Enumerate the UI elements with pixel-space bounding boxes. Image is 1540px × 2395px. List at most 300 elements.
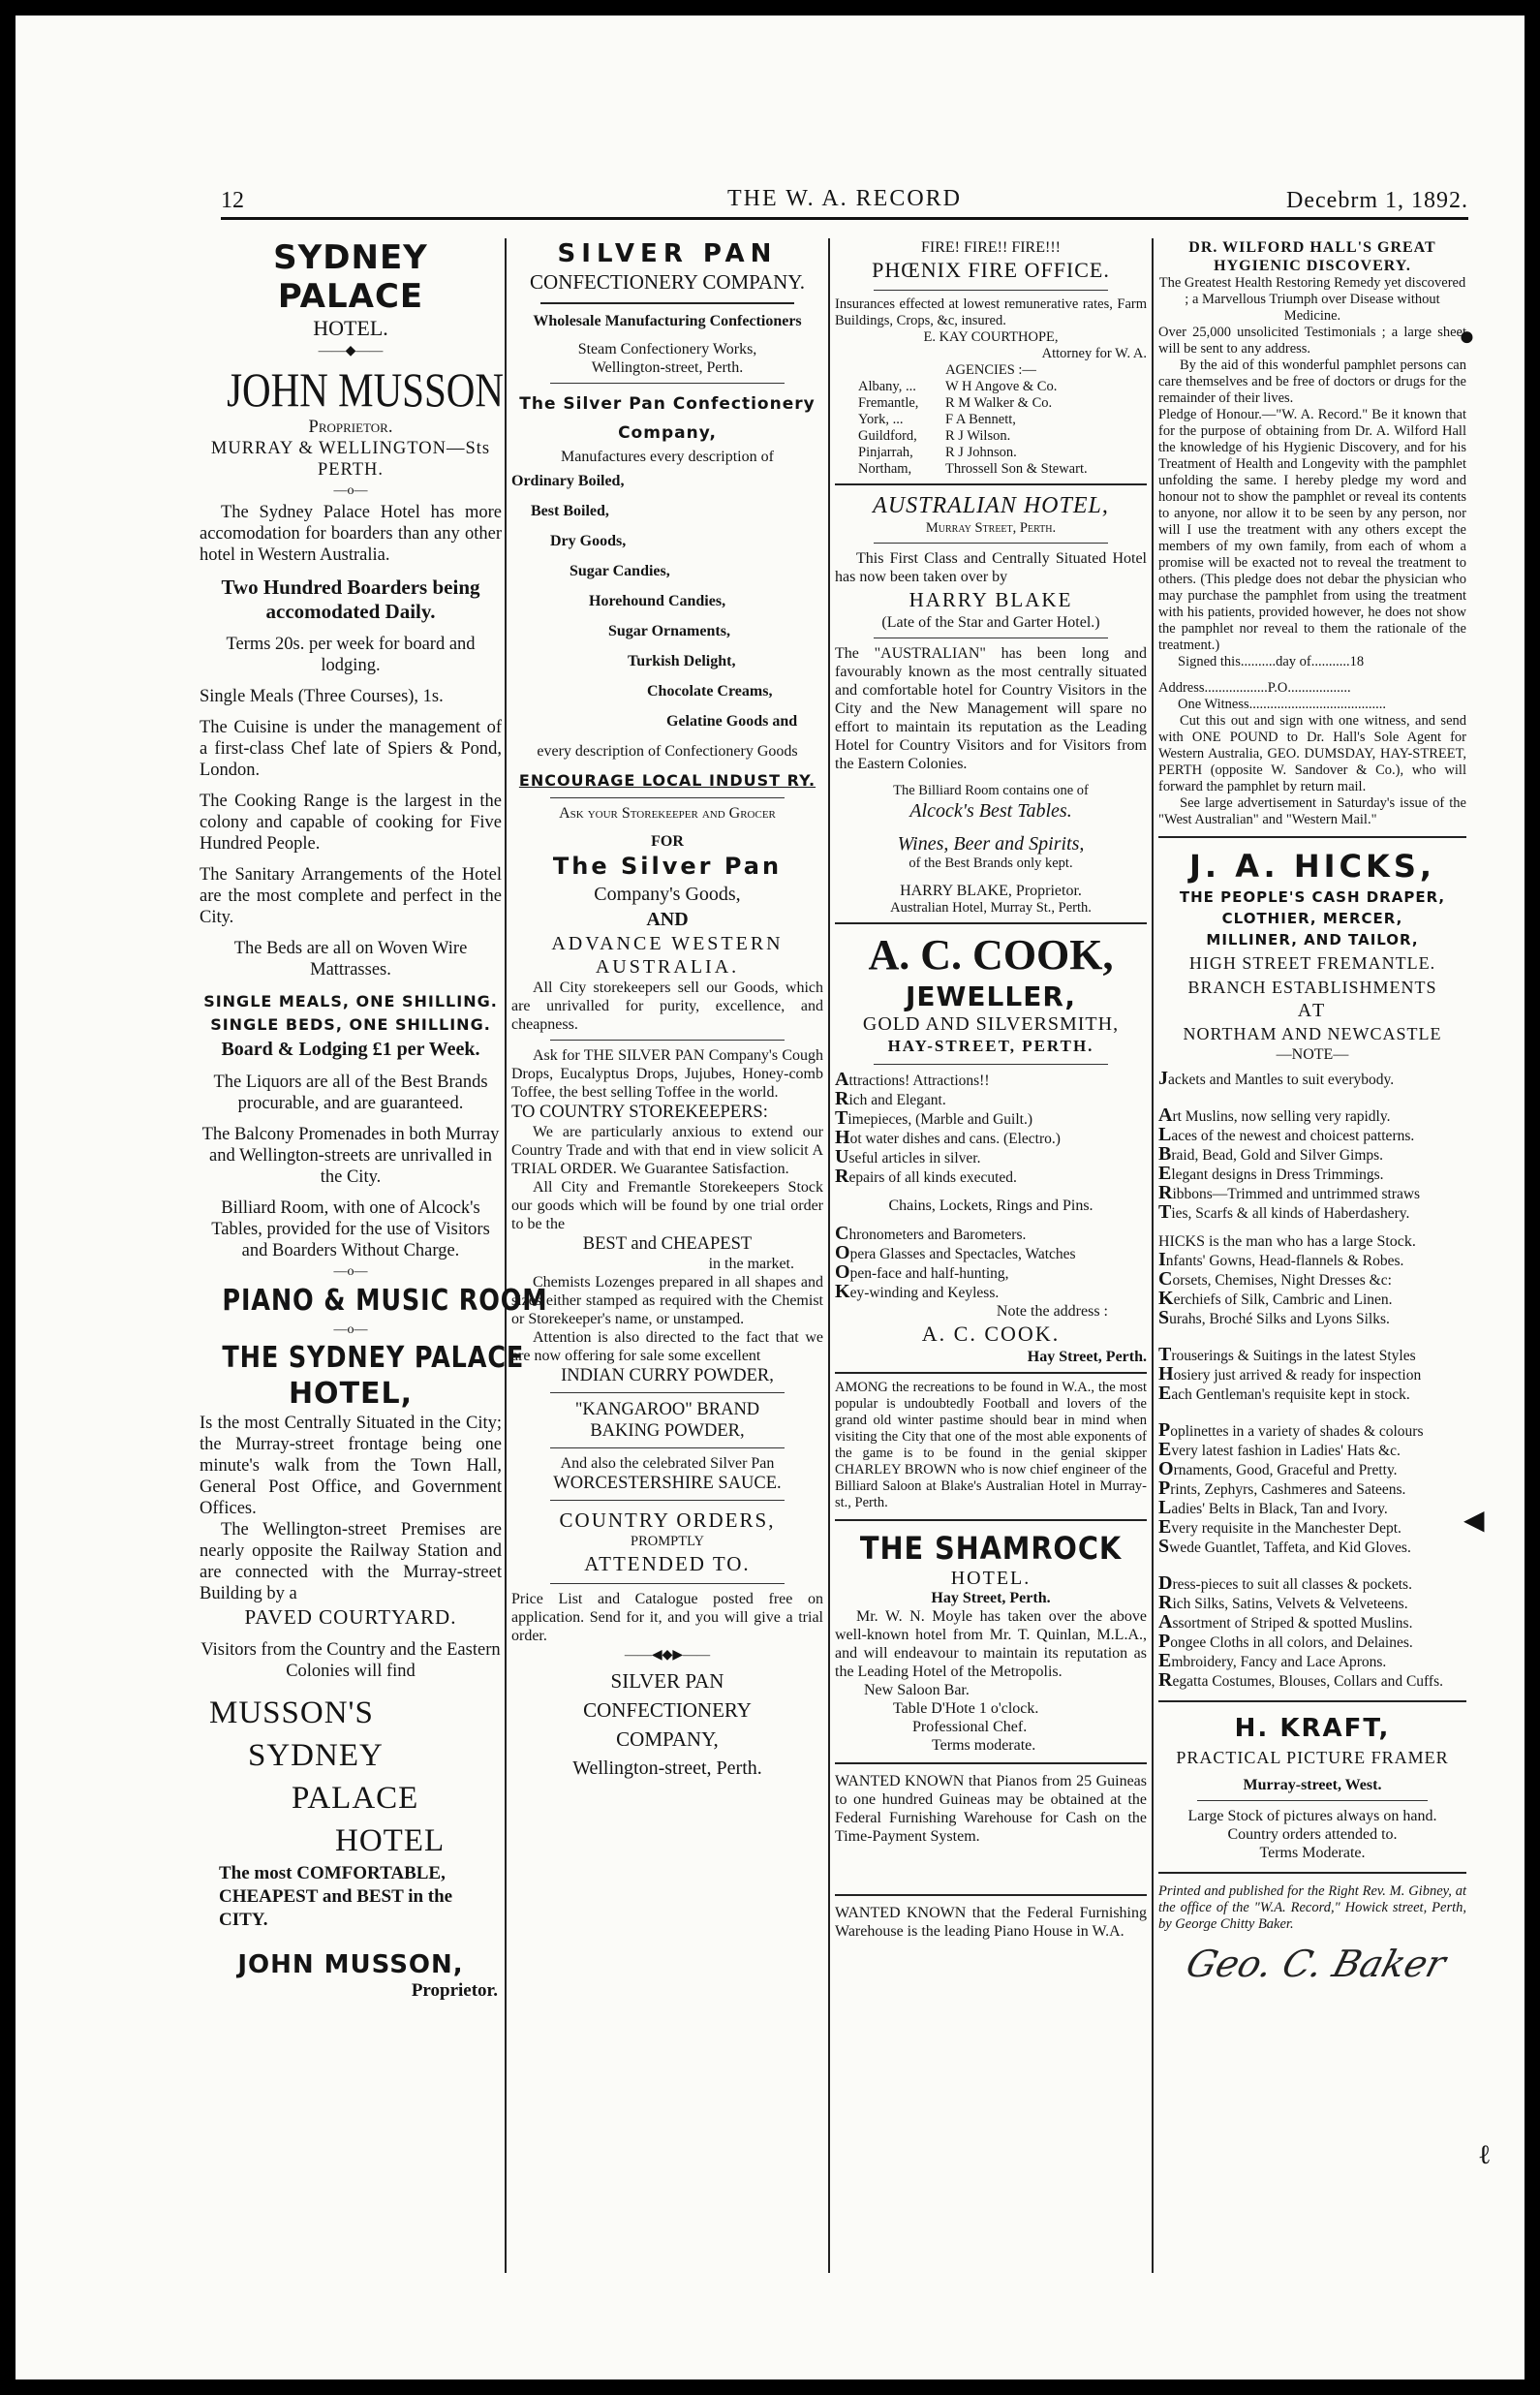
cut-out: Cut this out and sign with one witness, and send with ONE POUND to Dr. Hall's Sole Agent for Western Australia, GEO. DUMSDAY, HAY-STREET, PERTH (opposite W. Sandover & Co.), who will forward the pamphlet by return mail.	[1158, 713, 1466, 794]
picture-stock: Large Stock of pictures always on hand.	[1187, 1808, 1437, 1824]
list-item	[1158, 1518, 1466, 1538]
agencies-label: AGENCIES :—	[945, 362, 1036, 378]
initial-letter: H	[1158, 1363, 1174, 1384]
list-item	[1158, 1290, 1466, 1309]
item-text: nfants' Gowns, Head-flannels & Robes.	[1165, 1253, 1404, 1269]
initial-letter: A	[835, 1069, 849, 1090]
list-item	[1158, 1126, 1466, 1145]
binding-mark: ◀	[1463, 1506, 1485, 1536]
comfortable: The most COMFORTABLE, CHEAPEST and BEST in the CITY.	[219, 1863, 453, 1930]
item-text: pen-face and half-hunting,	[849, 1265, 1009, 1282]
milliner-tailor: MILLINER, AND TAILOR,	[1206, 931, 1419, 949]
publisher-signature: Geo. C. Baker	[1182, 1943, 1451, 1985]
agency-row	[858, 395, 1147, 412]
shamrock-hotel: HOTEL.	[950, 1568, 1032, 1589]
advance-wa: ADVANCE WESTERN AUSTRALIA.	[551, 933, 784, 978]
column-divider	[828, 238, 830, 2273]
item-text: adies' Belts in Black, Tan and Ivory.	[1171, 1501, 1388, 1517]
chronometers-list	[835, 1225, 1147, 1302]
shamrock-address: Hay Street, Perth.	[931, 1590, 1051, 1606]
for-label: FOR	[651, 833, 684, 850]
albert-list	[1158, 1106, 1466, 1223]
single-beds: SINGLE BEDS, ONE SHILLING.	[210, 1015, 491, 1034]
issue-date: Decebrm 1, 1892.	[1286, 188, 1468, 213]
draper-list	[1158, 1574, 1466, 1691]
alcock-tables: Alcock's Best Tables.	[909, 800, 1072, 822]
initial-letter: R	[1158, 1182, 1173, 1203]
pianos-notice: WANTED KNOWN that Pianos from 25 Guineas to one hundred Guineas may be obtained at the Federal Furnishing Warehouse for Cash on the Time-Payment System.	[835, 1773, 1147, 1845]
item-text: pera Glasses and Spectacles, Watches	[849, 1246, 1076, 1262]
list-item	[835, 1283, 1147, 1302]
list-item	[1158, 1499, 1466, 1518]
agent-name: E. KAY COURTHOPE,	[923, 329, 1059, 345]
ornament: —o—	[333, 483, 368, 498]
worcester-sauce: WORCESTERSHIRE SAUCE.	[553, 1474, 782, 1493]
list-item	[1158, 1145, 1466, 1165]
item-text: rints, Zephyrs, Cashmeres and Sateens.	[1170, 1481, 1406, 1498]
worcester-intro: And also the celebrated Silver Pan	[560, 1455, 775, 1472]
single-meals: SINGLE MEALS, ONE SHILLING.	[203, 992, 498, 1011]
item-text: ey-winding and Keyless.	[849, 1285, 1000, 1301]
product-item: Gelatine Goods and	[666, 713, 798, 730]
cash-draper: THE PEOPLE'S CASH DRAPER,	[1179, 888, 1446, 906]
agency-town: Fremantle,	[858, 395, 919, 411]
central-situation: Is the most Centrally Situated in the City; the Murray-street frontage being one minute's walk from the Town Hall, General Post Office, and Government Offices.	[200, 1414, 502, 1518]
list-item	[835, 1244, 1147, 1263]
wellington-premises: The Wellington-street Premises are nearly opposite the Railway Station and are connected with the Murray-street Building by a	[200, 1520, 502, 1603]
pledge: Pledge of Honour.—"W. A. Record." Be it known that for the purpose of obtaining from Dr. A. Wilford Hall the knowledge of his Hygienic Discovery, and for his Treatment of Health and Longevity with the pamphlet unfolding the same. I hereby pledge my word and honour not to show the pamphlet or reveal its contents to anyone, nor allow it to be seen by any person, nor will I use the treatment with any others except the members of my own family, from each of whom a promise will be exacted not to reveal the treatment to others. (This pledge does not debar the physician who may purchase the pamphlet from using the treatment with his patients, provided however, he does not show the pamphlet nor reveal to them the rationale of the treatment.)	[1158, 407, 1466, 653]
table-dhote: Table D'Hote 1 o'clock.	[893, 1700, 1039, 1717]
country-orders: COUNTRY ORDERS,	[559, 1509, 776, 1532]
mussons-line: MUSSON'S	[209, 1695, 374, 1730]
initial-letter: K	[1158, 1288, 1174, 1309]
initial-letter: I	[1158, 1249, 1166, 1270]
list-item	[1158, 1165, 1466, 1184]
witness-line: One Witness.......................................	[1178, 697, 1387, 712]
address-line: Address..................P.O..................	[1158, 680, 1351, 696]
initial-letter: L	[1158, 1124, 1172, 1145]
initial-letter: E	[1158, 1516, 1172, 1538]
cuisine: The Cuisine is under the management of a first-class Chef late of Spiers & Pond, London.	[200, 718, 502, 780]
product-item: Sugar Ornaments,	[608, 623, 730, 639]
item-text: rouserings & Suitings in the latest Styles	[1171, 1348, 1416, 1364]
initial-letter: P	[1158, 1419, 1171, 1441]
company-subhead: The Silver Pan Confectionery Company,	[519, 394, 816, 443]
agencies-list	[835, 379, 1147, 478]
agency-town: Albany, ...	[858, 379, 916, 394]
liquors: The Liquors are all of the Best Brands procurable, and are guaranteed.	[213, 1073, 488, 1113]
item-text: ssortment of Striped & spotted Muslins.	[1172, 1615, 1413, 1632]
agency-row	[858, 445, 1147, 461]
attended-to: ATTENDED TO.	[584, 1552, 751, 1575]
list-item	[835, 1071, 1147, 1090]
hay-street: HAY-STREET, PERTH.	[887, 1037, 1094, 1055]
item-text: osiery just arrived & ready for inspection	[1173, 1367, 1422, 1384]
product-item: Ordinary Boiled,	[511, 473, 625, 489]
cooking-range: The Cooking Range is the largest in the colony and capable of cooking for Five Hundred People.	[200, 792, 502, 854]
item-text: ach Gentleman's requisite kept in stock.	[1171, 1386, 1410, 1403]
list-item	[835, 1167, 1147, 1187]
first-class: This First Class and Centrally Situated Hotel has now been taken over by	[835, 550, 1147, 585]
list-item	[1158, 1070, 1466, 1089]
terms-moderate: Terms moderate.	[932, 1737, 1036, 1754]
ornament: ——◆——	[318, 344, 384, 358]
meals: Single Meals (Three Courses), 1s.	[200, 687, 444, 706]
initial-letter: R	[1158, 1669, 1173, 1691]
agency-row	[858, 461, 1147, 478]
ask-storekeeper: Ask your Storekeeper and Grocer	[559, 805, 776, 822]
initial-letter: E	[1158, 1383, 1172, 1404]
boarders-notice: Two Hundred Boarders being accomodated Daily.	[221, 575, 480, 623]
signature-title: Proprietor.	[411, 1980, 498, 2001]
northam-newcastle: NORTHAM AND NEWCASTLE	[1183, 1024, 1442, 1043]
item-text: ich and Elegant.	[848, 1092, 946, 1108]
beds: The Beds are all on Woven Wire Mattrasses.	[233, 939, 468, 980]
note-label: —NOTE—	[1276, 1046, 1349, 1063]
sanitary: The Sanitary Arrangements of the Hotel are the most complete and perfect in the City.	[200, 865, 502, 927]
list-item	[1158, 1574, 1466, 1594]
note-address: Note the address :	[996, 1303, 1108, 1320]
footer-company: COMPANY,	[616, 1727, 719, 1751]
binding-mark: ●	[1459, 322, 1475, 352]
kraft-address: Murray-street, West.	[1243, 1777, 1382, 1793]
list-item	[1158, 1346, 1466, 1365]
initial-letter: U	[835, 1146, 849, 1167]
ornament: ——◀◆▶——	[624, 1648, 711, 1663]
the-list	[1158, 1346, 1466, 1404]
kangaroo-brand: "KANGAROO" BRAND	[574, 1400, 760, 1419]
kraft-heading: H. KRAFT,	[1234, 1714, 1391, 1743]
encourage-local: ENCOURAGE LOCAL INDUST RY.	[518, 771, 816, 790]
signature-name: JOHN MUSSON,	[237, 1950, 464, 1979]
initial-letter: R	[1158, 1592, 1173, 1613]
list-item	[1158, 1270, 1466, 1290]
list-item	[835, 1109, 1147, 1129]
blake-address: Australian Hotel, Murray St., Perth.	[890, 900, 1092, 916]
list-item	[1158, 1309, 1466, 1328]
list-item	[835, 1225, 1147, 1244]
initial-letter: T	[1158, 1201, 1172, 1223]
product-item: Sugar Candies,	[570, 563, 670, 579]
paragraph: The Sydney Palace Hotel has more accomodation for boarders than any other hotel in Western Australia.	[200, 503, 502, 565]
cook-heading: A. C. COOK,	[868, 931, 1114, 979]
imprint: Printed and published for the Right Rev. M. Gibney, at the office of the "W.A. Record," Howick street, Perth, by George Chitty Baker.	[1158, 1883, 1466, 1932]
city-storekeepers: All City storekeepers sell our Goods, which are unrivalled for purity, excellence, and cheapness.	[511, 980, 823, 1033]
item-text: imepieces, (Marble and Guilt.)	[847, 1111, 1033, 1128]
initial-letter: E	[1158, 1650, 1172, 1671]
item-text: ress-pieces to suit all classes & pockets.	[1172, 1576, 1412, 1593]
list-item	[1158, 1460, 1466, 1479]
agency-agent: R J Johnson.	[945, 445, 1017, 460]
agency-agent: R M Walker & Co.	[945, 395, 1053, 411]
item-text: very requisite in the Manchester Dept.	[1171, 1520, 1401, 1537]
initial-letter: R	[835, 1088, 849, 1109]
agency-town: York, ...	[858, 412, 904, 427]
initial-letter: S	[1158, 1307, 1170, 1328]
list-item	[1158, 1538, 1466, 1557]
attractions-list	[835, 1071, 1147, 1187]
product-item: Best Boiled,	[531, 503, 609, 519]
item-text: ibbons—Trimmed and untrimmed straws	[1172, 1186, 1421, 1202]
high-street: HIGH STREET FREMANTLE.	[1188, 953, 1436, 973]
wines: Wines, Beer and Spirits,	[897, 833, 1085, 855]
hotel-heading: HOTEL,	[288, 1377, 414, 1411]
shamrock-heading: THE SHAMROCK	[859, 1530, 1123, 1567]
initial-letter: C	[835, 1223, 849, 1244]
terms-moderate: Terms Moderate.	[1259, 1845, 1366, 1861]
in-market: in the market.	[708, 1256, 794, 1272]
billiard-room: Billiard Room, with one of Alcock's Tables, provided for the use of Visitors and Boarders Without Charge.	[211, 1198, 490, 1260]
silver-pan-advert	[511, 238, 823, 2287]
chemists-lozenges: Chemists Lozenges prepared in all shapes and sizes either stamped as required with the Chemist or Storekeeper's name, or unstamped.	[511, 1274, 823, 1327]
goldsmith: GOLD AND SILVERSMITH,	[862, 1013, 1120, 1035]
footer-address: Wellington-street, Perth.	[572, 1757, 762, 1779]
jackets-line	[1158, 1070, 1466, 1089]
masthead-title: THE W. A. RECORD	[726, 186, 963, 211]
footer-type: CONFECTIONERY	[583, 1698, 752, 1722]
initial-letter: E	[1158, 1439, 1172, 1460]
cough-drops: Ask for THE SILVER PAN Company's Cough Drops, Eucalyptus Drops, Jujubes, Honey-comb Toffee, the best selling Toffee in the world.	[511, 1047, 823, 1101]
sydney-palace-advert	[200, 238, 548, 2287]
insurances: Insurances effected at lowest remunerative rates, Farm Buildings, Crops, &c, insured.	[835, 296, 1147, 328]
piano-room-heading: PIANO & MUSIC ROOM	[222, 1284, 548, 1318]
ornament: —o—	[333, 1264, 368, 1279]
item-text: ackets and Mantles to suit everybody.	[1168, 1072, 1395, 1088]
initial-letter: D	[1158, 1572, 1173, 1594]
list-item	[1158, 1384, 1466, 1404]
footer-name: SILVER PAN	[610, 1669, 724, 1693]
agency-row	[858, 412, 1147, 428]
item-text: urahs, Broché Silks and Lyons Silks.	[1169, 1311, 1390, 1327]
item-text: aces of the newest and choicest patterns.	[1171, 1128, 1415, 1144]
page-header	[221, 186, 1468, 220]
promptly: PROMPTLY	[631, 1534, 704, 1549]
list-item	[1158, 1365, 1466, 1384]
piano-house-notice: WANTED KNOWN that the Federal Furnishing Warehouse is the leading Piano House in W.A.	[835, 1905, 1147, 1940]
item-text: ongee Cloths in all colors, and Delaines.	[1170, 1634, 1413, 1651]
initial-letter: P	[1158, 1631, 1171, 1652]
agency-town: Guildford,	[858, 428, 917, 444]
terms: Terms 20s. per week for board and lodging.	[226, 635, 476, 675]
cook-address: Hay Street, Perth.	[1027, 1349, 1147, 1365]
at-label: AT	[1297, 1000, 1328, 1021]
and-label: AND	[646, 909, 689, 930]
goods-line: Company's Goods,	[594, 884, 741, 905]
hotel-label: HOTEL.	[313, 316, 388, 340]
initial-letter: O	[835, 1261, 850, 1283]
australian-hotel: AUSTRALIAN HOTEL,	[873, 493, 1109, 518]
initial-letter: S	[1158, 1536, 1170, 1557]
company-type: CONFECTIONERY COMPANY.	[530, 270, 805, 294]
murray-street: Murray Street, Perth.	[925, 520, 1057, 536]
visitors: Visitors from the Country and the Eastern Colonies will find	[200, 1640, 501, 1681]
list-item	[835, 1129, 1147, 1148]
moyle-notice: Mr. W. N. Moyle has taken over the above well-known hotel from Mr. T. Quinlan, M.L.A., and will endeavour to maintain its reputation as the Leading Hotel of the Metropolis.	[835, 1608, 1147, 1680]
jeweller-heading: JEWELLER,	[905, 980, 1077, 1012]
item-text: mbroidery, Fancy and Lace Aprons.	[1171, 1654, 1387, 1670]
binding-mark: ℓ	[1478, 2140, 1492, 2170]
item-text: epairs of all kinds executed.	[848, 1169, 1017, 1186]
chains: Chains, Lockets, Rings and Pins.	[888, 1198, 1093, 1214]
late-of: (Late of the Star and Garter Hotel.)	[881, 614, 1100, 631]
australian-body: The "AUSTRALIAN" has been long and favourably known as the most centrally situated and comfortable hotel for Country Visitors in the City and the New Management will spare no effort to maintain its reputation as the Leading Hotel for Country Visitors and for Visitors from the Eastern Colonies.	[835, 645, 1147, 772]
initial-letter: P	[1158, 1477, 1171, 1499]
blake-proprietor: HARRY BLAKE, Proprietor.	[900, 883, 1082, 899]
peoples-list	[1158, 1421, 1466, 1557]
list-item	[1158, 1184, 1466, 1203]
country-storekeepers-heading: TO COUNTRY STOREKEEPERS:	[511, 1103, 768, 1122]
list-item	[835, 1148, 1147, 1167]
item-text: hronometers and Barometers.	[848, 1227, 1027, 1243]
initial-letter: L	[1158, 1497, 1172, 1518]
initial-letter: H	[835, 1127, 850, 1148]
list-item	[1158, 1421, 1466, 1441]
works-address: Steam Confectionery Works, Wellington-street, Perth.	[577, 341, 757, 376]
initial-letter: J	[1158, 1068, 1168, 1089]
pamphlet-aid: By the aid of this wonderful pamphlet persons can care themselves and be free of doctors or drugs for the remainder of their lives.	[1158, 358, 1466, 406]
brands: of the Best Brands only kept.	[909, 855, 1073, 871]
item-text: erchiefs of Silk, Cambric and Linen.	[1173, 1291, 1393, 1308]
company-name: SILVER PAN	[557, 239, 778, 268]
list-item	[1158, 1594, 1466, 1613]
cook-signature: A. C. COOK.	[921, 1322, 1061, 1346]
item-text: ies, Scarfs & all kinds of Haberdashery.	[1171, 1205, 1410, 1222]
list-item	[1158, 1203, 1466, 1223]
page-number: 12	[221, 188, 244, 213]
item-text: oplinettes in a variety of shades & colours	[1170, 1423, 1424, 1440]
fire-cry: FIRE! FIRE!! FIRE!!!	[921, 239, 1061, 256]
agency-agent: Throssell Son & Stewart.	[945, 461, 1088, 477]
column-divider	[1152, 238, 1154, 2273]
price-list: Price List and Catalogue posted free on application. Send for it, and you will give a trial order.	[511, 1591, 823, 1644]
phoenix-heading: PHŒNIX FIRE OFFICE.	[872, 258, 1110, 282]
attorney: Attorney for W. A.	[1041, 346, 1147, 361]
newspaper-page	[15, 16, 1525, 2379]
agency-agent: W H Angove & Co.	[945, 379, 1058, 394]
sydney-palace-heading: THE SYDNEY PALACE	[222, 1341, 525, 1375]
billiard-room: The Billiard Room contains one of	[893, 783, 1089, 798]
signed-line: Signed this..........day of...........18	[1178, 654, 1365, 669]
initial-letter: T	[835, 1107, 848, 1129]
item-text: raid, Bead, Gold and Silver Gimps.	[1171, 1147, 1384, 1164]
football-notice: AMONG the recreations to be found in W.A., the most popular is undoubtedly Football and lovers of the grand old winter pastime should bear in mind when visiting the City that one of the most able exponents of the game is to be found in the genial skipper CHARLEY BROWN who is now chief engineer of the Billiard Saloon at Blake's Australian Hotel in Murray-st., Perth.	[835, 1380, 1147, 1510]
board-lodging: Board & Lodging £1 per Week.	[221, 1039, 480, 1060]
item-text: seful articles in silver.	[848, 1150, 981, 1166]
list-item	[1158, 1652, 1466, 1671]
item-text: egatta Costumes, Blouses, Collars and Cuffs.	[1172, 1673, 1444, 1690]
wholesale: Wholesale Manufacturing Confectioners	[533, 313, 802, 329]
branch: BRANCH ESTABLISHMENTS	[1187, 978, 1437, 997]
item-text: wede Guantlet, Taffeta, and Kid Gloves.	[1169, 1540, 1411, 1556]
product-item: Dry Goods,	[550, 533, 627, 549]
agency-town: Northam,	[858, 461, 912, 477]
harry-blake: HARRY BLAKE	[909, 588, 1073, 611]
list-item	[1158, 1671, 1466, 1691]
item-text: legant designs in Dress Trimmings.	[1171, 1166, 1384, 1183]
product-item: Chocolate Creams,	[647, 683, 773, 700]
product-item: Horehound Candies,	[589, 593, 726, 609]
initial-letter: O	[1158, 1458, 1174, 1479]
testimonials: Over 25,000 unsolicited Testimonials ; a large sheet will be sent to any address.	[1158, 325, 1466, 357]
attention: Attention is also directed to the fact that we are now offering for sale some excellent	[511, 1329, 823, 1364]
item-text: rt Muslins, now selling very rapidly.	[1172, 1108, 1391, 1125]
list-item	[1158, 1106, 1466, 1126]
icks-list	[1158, 1251, 1466, 1328]
item-text: ttractions! Attractions!!	[848, 1073, 990, 1089]
column-divider	[505, 238, 507, 2273]
picture-framer: PRACTICAL PICTURE FRAMER	[1176, 1748, 1449, 1767]
initial-letter: T	[1158, 1344, 1172, 1365]
initial-letter: E	[1158, 1163, 1172, 1184]
every-description: every description of Confectionery Goods	[537, 743, 798, 760]
see-advert: See large advertisement in Saturday's issue of the "West Australian" and "Western Mail."	[1158, 795, 1466, 827]
initial-letter: A	[1158, 1104, 1173, 1126]
agency-row	[858, 428, 1147, 445]
silver-pan-line: The Silver Pan	[552, 853, 783, 880]
list-item	[835, 1263, 1147, 1283]
item-text: rnaments, Good, Graceful and Pretty.	[1173, 1462, 1398, 1478]
hotel-line: HOTEL	[335, 1823, 446, 1858]
hicks-stock: HICKS is the man who has a large Stock.	[1158, 1233, 1416, 1250]
fremantle-storekeepers: All City and Fremantle Storekeepers Stock our goods which will be found by one trial order to be the	[511, 1179, 823, 1232]
agency-agent: F A Bennett,	[945, 412, 1016, 427]
initial-letter: R	[835, 1166, 849, 1187]
list-item	[1158, 1633, 1466, 1652]
product-item: Turkish Delight,	[628, 653, 736, 669]
list-item	[1158, 1479, 1466, 1499]
column-four	[1158, 238, 1466, 2287]
wilford-heading: DR. WILFORD HALL'S GREAT HYGIENIC DISCOVERY.	[1188, 239, 1436, 274]
item-text: ot water dishes and cans. (Electro.)	[849, 1131, 1061, 1147]
list-item	[835, 1090, 1147, 1109]
country-orders: Country orders attended to.	[1227, 1826, 1398, 1843]
clothier-mercer: CLOTHIER, MERCER,	[1221, 910, 1403, 927]
manufactures: Manufactures every description of	[561, 449, 774, 465]
paved-courtyard: PAVED COURTYARD.	[244, 1605, 457, 1629]
best-cheapest: BEST and CHEAPEST	[582, 1234, 753, 1254]
products-list	[511, 472, 823, 731]
item-text: orsets, Chemises, Night Dresses &c:	[1172, 1272, 1392, 1289]
country-trade: We are particularly anxious to extend our Country Trade and with that end in view solicit A TRIAL ORDER. We Guarantee Satisfaction.	[511, 1124, 823, 1177]
list-item	[1158, 1613, 1466, 1633]
agency-agent: R J Wilson.	[945, 428, 1011, 444]
hicks-heading: J. A. HICKS,	[1188, 848, 1436, 885]
initial-letter: O	[835, 1242, 850, 1263]
initial-letter: K	[835, 1281, 850, 1302]
saloon-bar: New Saloon Bar.	[864, 1682, 970, 1698]
list-item	[1158, 1251, 1466, 1270]
curry-powder: INDIAN CURRY POWDER,	[561, 1366, 774, 1385]
agency-town: Pinjarrah,	[858, 445, 913, 460]
initial-letter: A	[1158, 1611, 1173, 1633]
list-item	[1158, 1441, 1466, 1460]
initial-letter: B	[1158, 1143, 1172, 1165]
agency-row	[858, 379, 1147, 395]
balcony: The Balcony Promenades in both Murray and Wellington-streets are unrivalled in the City.	[201, 1125, 500, 1187]
hotel-address: MURRAY & WELLINGTON—Sts PERTH.	[210, 439, 491, 480]
initial-letter: C	[1158, 1268, 1173, 1290]
column-three	[835, 238, 1147, 2287]
owner-name: JOHN MUSSON	[227, 362, 505, 417]
item-text: ich Silks, Satins, Velvets & Velveteens.	[1172, 1596, 1408, 1612]
sydney-line: SYDNEY	[248, 1738, 384, 1773]
remedy: The Greatest Health Restoring Remedy yet discovered ; a Marvellous Triumph over Disease without Medicine.	[1158, 275, 1466, 324]
item-text: very latest fashion in Ladies' Hats &c.	[1171, 1443, 1401, 1459]
baking-powder: BAKING POWDER,	[590, 1421, 745, 1441]
owner-title: Proprietor.	[308, 418, 393, 437]
professional-chef: Professional Chef.	[912, 1719, 1028, 1735]
ornament: —o—	[333, 1322, 368, 1337]
